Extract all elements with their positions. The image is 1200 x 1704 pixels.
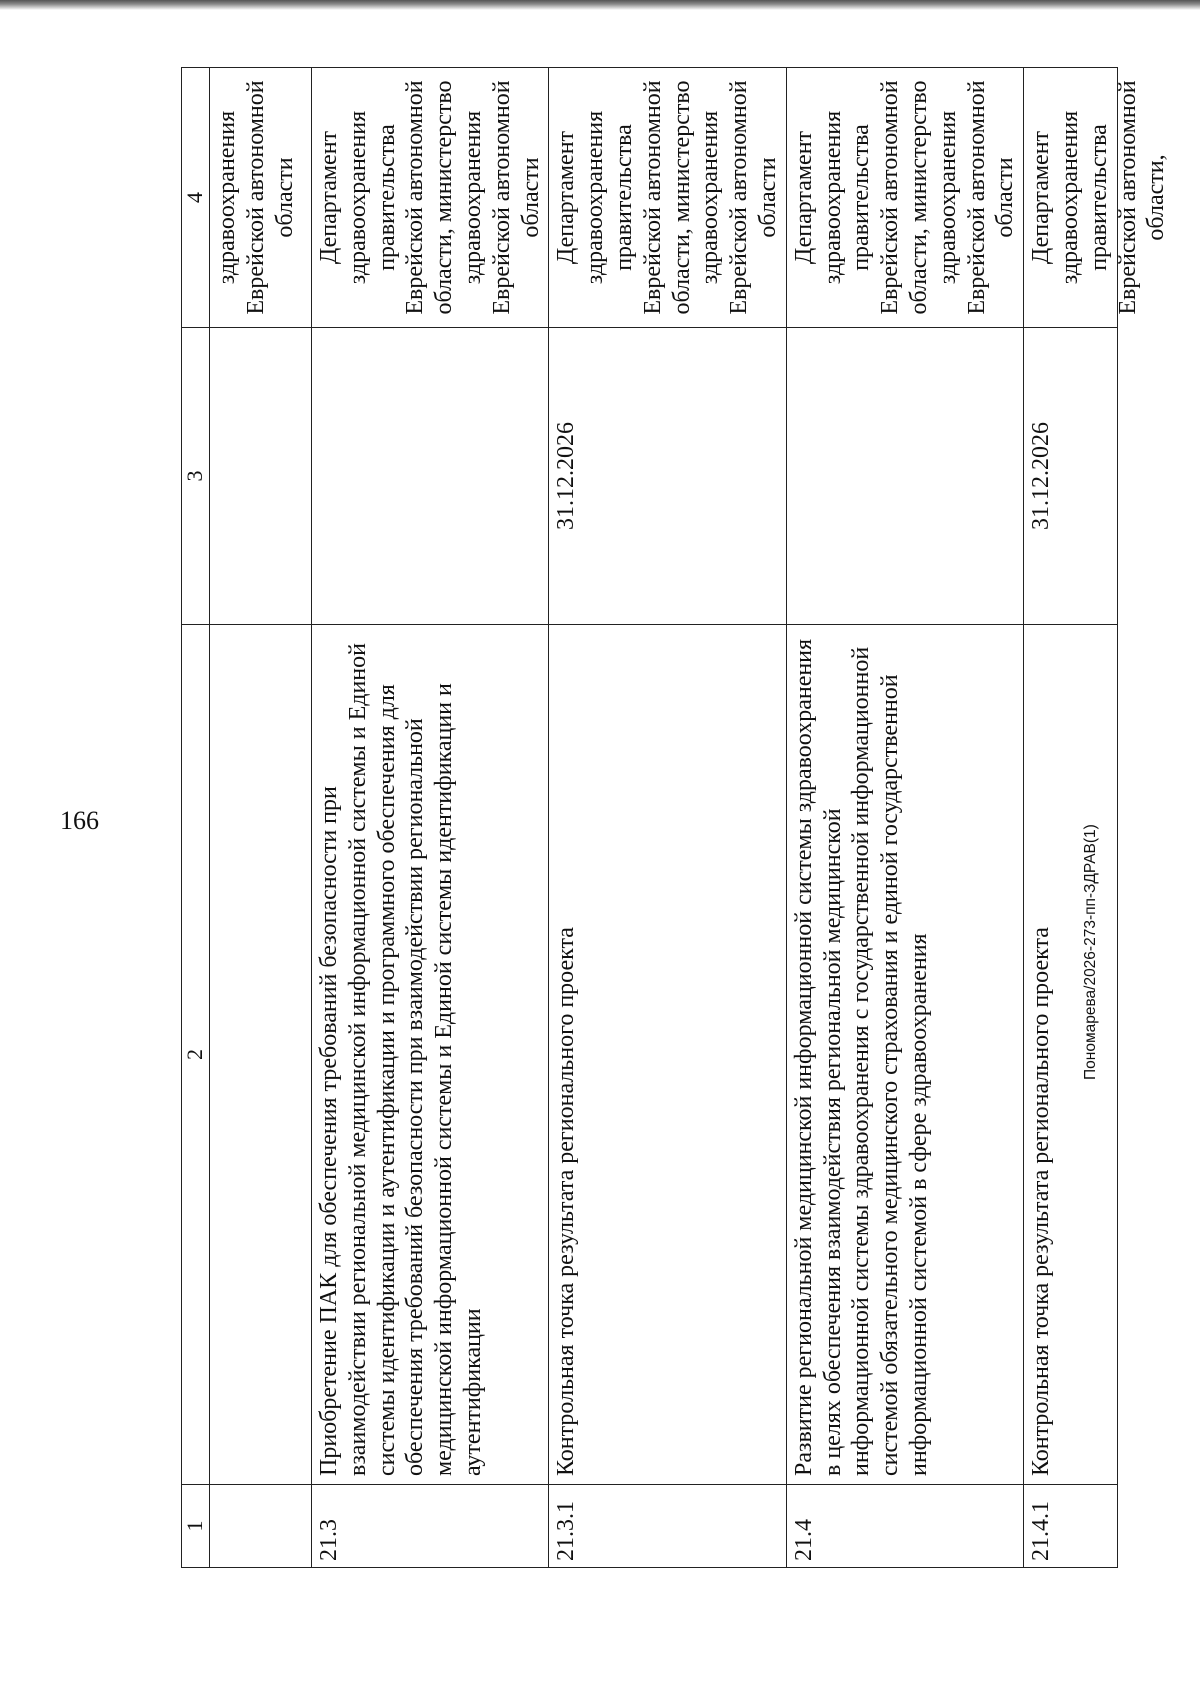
- page-number: 166: [60, 806, 99, 835]
- continued-text-cell: [210, 625, 312, 1485]
- row-responsible-cell: [1024, 68, 1170, 328]
- row-description: Развитие региональной медицинской информационной системы здравоохранения в целях обеспечения взаимодействия региональной медицинской информационной системы здравоохранения с государственной информационной системой обязательного медицинского страхования и единой государственной информационной системой в сфере здравоохранения: [786, 625, 1023, 1485]
- row-date: [312, 328, 549, 625]
- document-footer: Пономарева/2026-273-пп-ЗДРАВ(1): [1082, 824, 1099, 1080]
- header-col-1: 1: [182, 1485, 210, 1568]
- row-number: 21.3.1: [549, 1485, 786, 1568]
- row-description: Контрольная точка результата регионального проекта: [549, 625, 786, 1485]
- table-row: [549, 68, 786, 1568]
- header-col-3: 3: [182, 328, 210, 625]
- row-number: 21.3: [312, 1485, 549, 1568]
- row-date: [786, 328, 1023, 625]
- row-description: Приобретение ПАК для обеспечения требований безопасности при взаимодействии региональной медицинской информационной системы и Единой системы идентификации и аутентификации и программного обеспечения для обеспечения требований безопасности при взаимодействии региональной медицинской информационной системы и Единой системы идентификации и аутентификации: [312, 625, 549, 1485]
- row-number: 21.4: [786, 1485, 1023, 1568]
- row-responsible: Департамент здравоохранения правительства Еврейской автономной области, министерство здравоохранения Еврейской автономной области: [786, 68, 1023, 328]
- header-col-4: 4: [182, 68, 210, 328]
- scan-edge: [0, 0, 1200, 10]
- row-responsible: Департамент здравоохранения правительства Еврейской автономной области, министерство здравоохранения Еврейской автономной области: [549, 68, 786, 328]
- table-header-row: [182, 68, 210, 1568]
- table-row: [786, 68, 1023, 1568]
- row-date: 31.12.2026: [1024, 328, 1118, 625]
- continued-responsible-cell: здравоохранения Еврейской автономной области: [210, 68, 312, 328]
- table-row: [1024, 68, 1118, 1568]
- row-description: Контрольная точка результата регионального проекта: [1024, 625, 1118, 1485]
- row-number: 21.4.1: [1024, 1485, 1118, 1568]
- project-table: [181, 67, 1170, 1568]
- table-row-continued: [210, 68, 312, 1568]
- row-responsible: Департамент здравоохранения правительства Еврейской автономной области,: [1028, 80, 1170, 315]
- header-col-2: 2: [182, 625, 210, 1485]
- table-row: [312, 68, 549, 1568]
- row-responsible: Департамент здравоохранения правительства Еврейской автономной области, министерство здравоохранения Еврейской автономной области: [312, 68, 549, 328]
- row-date: 31.12.2026: [549, 328, 786, 625]
- continued-num-cell: [210, 1485, 312, 1568]
- continued-date-cell: [210, 328, 312, 625]
